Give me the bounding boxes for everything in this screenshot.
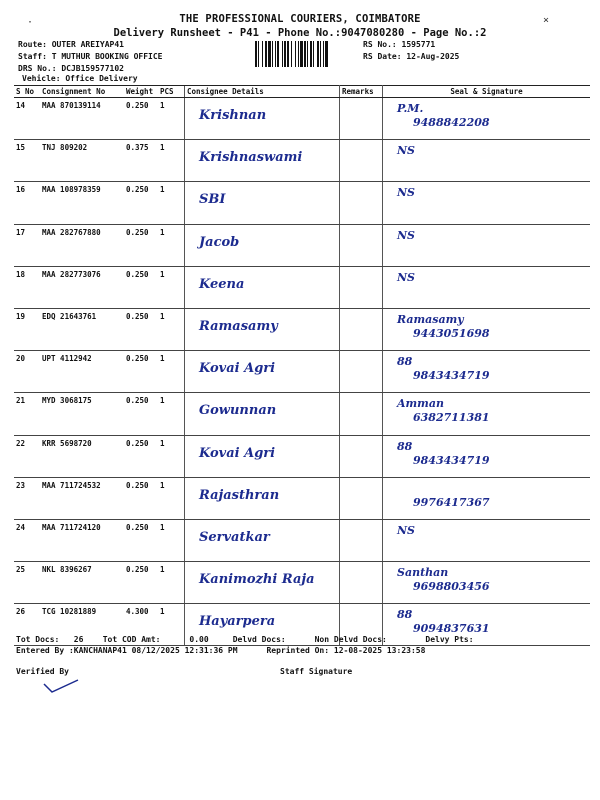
consignee-handwritten-name: Keena (199, 276, 245, 292)
row-sno: 19 (14, 308, 40, 350)
row-sno: 25 (14, 562, 40, 604)
table-row (14, 98, 590, 140)
row-pcs: 1 (158, 224, 185, 266)
row-sno: 20 (14, 351, 40, 393)
consignee-handwritten-name: Kovai Agri (199, 445, 276, 461)
row-pcs: 1 (158, 308, 185, 350)
row-remarks (340, 182, 383, 224)
receiver-phone: 9843434719 (413, 369, 490, 383)
receiver-phone: 9698803456 (413, 580, 490, 594)
route-label: Route: OUTER AREIYAP41 (18, 40, 124, 49)
consignee-handwritten-name: Kovai Agri (199, 361, 276, 377)
row-consignee-details (185, 182, 340, 224)
table-row (14, 308, 590, 350)
row-pcs: 1 (158, 604, 185, 646)
row-pcs: 1 (158, 351, 185, 393)
receiver-signature: NS (397, 270, 415, 284)
consignee-handwritten-name: Rajasthran (199, 487, 280, 503)
row-consignment-no: MAA 282773076 (40, 266, 124, 308)
row-consignment-no: UPT 4112942 (40, 351, 124, 393)
receiver-signature: Ramasamy (397, 312, 464, 326)
col-consignment: Consignment No (40, 86, 124, 98)
row-consignee-details (185, 266, 340, 308)
drs-label: DRS No.: DCJB159577102 (18, 64, 124, 73)
document-title: THE PROFESSIONAL COURIERS, COIMBATORE (179, 13, 421, 25)
totals-line: Tot Docs: 26 Tot COD Amt: 0.00 Delvd Docs: Non Delvd Docs: Delvy Pts: (16, 635, 474, 644)
row-remarks (340, 351, 383, 393)
receiver-phone: 9094837631 (413, 622, 490, 636)
row-weight: 0.250 (124, 266, 158, 308)
table-row (14, 351, 590, 393)
table-row (14, 140, 590, 182)
row-pcs: 1 (158, 562, 185, 604)
runsheet-table (14, 85, 590, 646)
verified-by-label: Verified By (16, 667, 69, 676)
row-pcs: 1 (158, 182, 185, 224)
receiver-signature: Amman (397, 397, 444, 411)
row-consignment-no: MAA 711724532 (40, 477, 124, 519)
row-seal-signature (383, 308, 591, 350)
barcode (255, 41, 355, 67)
row-consignee-details (185, 477, 340, 519)
row-consignee-details (185, 351, 340, 393)
consignee-handwritten-name: Jacob (199, 234, 240, 250)
corner-mark: × (543, 15, 550, 26)
consignee-handwritten-name: Kanimozhi Raja (199, 572, 315, 588)
receiver-signature: 88 (397, 355, 413, 369)
table-row (14, 224, 590, 266)
row-consignment-no: MAA 711724120 (40, 519, 124, 561)
row-weight: 0.375 (124, 140, 158, 182)
receiver-signature: 88 (397, 439, 413, 453)
row-sno: 17 (14, 224, 40, 266)
col-pcs: PCS (158, 86, 185, 98)
row-remarks (340, 393, 383, 435)
row-consignee-details (185, 224, 340, 266)
vehicle-label: Vehicle: Office Delivery (22, 74, 138, 83)
row-seal-signature (383, 266, 591, 308)
row-consignment-no: NKL 8396267 (40, 562, 124, 604)
consignee-handwritten-name: Krishnan (199, 108, 267, 123)
col-weight: Weight (124, 86, 158, 98)
row-pcs: 1 (158, 435, 185, 477)
receiver-phone: 6382711381 (413, 411, 490, 425)
row-consignee-details (185, 519, 340, 561)
row-consignment-no: TNJ 809202 (40, 140, 124, 182)
table-row (14, 182, 590, 224)
row-sno: 14 (14, 98, 40, 140)
row-consignment-no: MAA 282767880 (40, 224, 124, 266)
table-row (14, 477, 590, 519)
row-seal-signature (383, 562, 591, 604)
row-weight: 0.250 (124, 477, 158, 519)
receiver-signature: P.M. (397, 102, 424, 115)
col-seal-signature: Seal & Signature (383, 86, 591, 98)
row-weight: 4.300 (124, 604, 158, 646)
row-consignment-no: TCG 10281889 (40, 604, 124, 646)
row-consignee-details (185, 98, 340, 140)
row-consignment-no: MYD 3068175 (40, 393, 124, 435)
rs-date: RS Date: 12-Aug-2025 (363, 52, 460, 61)
row-remarks (340, 308, 383, 350)
row-consignment-no: KRR 5698720 (40, 435, 124, 477)
row-seal-signature (383, 98, 591, 140)
consignee-handwritten-name: Krishnaswami (199, 150, 303, 166)
row-pcs: 1 (158, 519, 185, 561)
row-weight: 0.250 (124, 308, 158, 350)
row-weight: 0.250 (124, 351, 158, 393)
row-remarks (340, 98, 383, 140)
row-weight: 0.250 (124, 393, 158, 435)
document-subtitle: Delivery Runsheet - P41 - Phone No.:9047080280 - Page No.:2 (113, 27, 487, 39)
row-weight: 0.250 (124, 98, 158, 140)
row-remarks (340, 224, 383, 266)
receiver-phone: 9976417367 (413, 495, 490, 509)
row-consignee-details (185, 393, 340, 435)
receiver-phone: 9443051698 (413, 326, 490, 340)
row-consignee-details (185, 308, 340, 350)
table-row (14, 562, 590, 604)
row-sno: 21 (14, 393, 40, 435)
table-header-row (14, 86, 590, 98)
row-sno: 26 (14, 604, 40, 646)
row-remarks (340, 435, 383, 477)
consignee-handwritten-name: Ramasamy (199, 318, 278, 334)
row-seal-signature (383, 519, 591, 561)
row-remarks (340, 266, 383, 308)
row-seal-signature (383, 351, 591, 393)
consignee-handwritten-name: SBI (199, 192, 226, 208)
row-remarks (340, 477, 383, 519)
entered-by-line: Entered By :KANCHANAP41 08/12/2025 12:31:36 PM Reprinted On: 12-08-2025 13:23:58 (16, 646, 426, 655)
receiver-phone: 9843434719 (413, 453, 490, 467)
row-consignment-no: EDQ 21643761 (40, 308, 124, 350)
table-row (14, 266, 590, 308)
row-consignment-no: MAA 108978359 (40, 182, 124, 224)
receiver-signature: NS (397, 523, 415, 537)
row-consignee-details (185, 140, 340, 182)
receiver-signature: Santhan (397, 566, 449, 580)
barcode-bar (328, 41, 329, 67)
row-seal-signature (383, 140, 591, 182)
row-sno: 16 (14, 182, 40, 224)
receiver-phone: 9488842208 (413, 116, 490, 129)
col-remarks: Remarks (340, 86, 383, 98)
row-remarks (340, 140, 383, 182)
consignee-handwritten-name: Gowunnan (199, 403, 277, 419)
row-seal-signature (383, 393, 591, 435)
table-row (14, 435, 590, 477)
staff-label: Staff: T MUTHUR BOOKING OFFICE (18, 52, 163, 61)
row-weight: 0.250 (124, 562, 158, 604)
col-consignee: Consignee Details (185, 86, 340, 98)
row-sno: 22 (14, 435, 40, 477)
row-sno: 23 (14, 477, 40, 519)
receiver-signature: NS (397, 144, 415, 158)
row-pcs: 1 (158, 140, 185, 182)
table-row (14, 519, 590, 561)
col-sno: S No (14, 86, 40, 98)
consignee-handwritten-name: Servatkar (199, 529, 270, 545)
row-pcs: 1 (158, 393, 185, 435)
row-pcs: 1 (158, 98, 185, 140)
row-seal-signature (383, 435, 591, 477)
table-row (14, 393, 590, 435)
row-seal-signature (383, 224, 591, 266)
verifier-signature-mark (42, 676, 82, 696)
staff-signature-label: Staff Signature (280, 667, 353, 676)
receiver-signature: 88 (397, 608, 413, 622)
row-remarks (340, 519, 383, 561)
receiver-signature: NS (397, 186, 415, 200)
row-sno: 24 (14, 519, 40, 561)
corner-mark: · (27, 17, 34, 28)
row-weight: 0.250 (124, 182, 158, 224)
row-seal-signature (383, 182, 591, 224)
row-consignee-details (185, 435, 340, 477)
row-weight: 0.250 (124, 519, 158, 561)
row-sno: 15 (14, 140, 40, 182)
row-pcs: 1 (158, 477, 185, 519)
row-pcs: 1 (158, 266, 185, 308)
row-weight: 0.250 (124, 224, 158, 266)
consignee-handwritten-name: Hayarpera (199, 614, 276, 630)
row-consignment-no: MAA 870139114 (40, 98, 124, 140)
rs-number: RS No.: 1595771 (363, 40, 436, 49)
row-remarks (340, 562, 383, 604)
row-consignee-details (185, 562, 340, 604)
receiver-signature: NS (397, 228, 415, 242)
row-weight: 0.250 (124, 435, 158, 477)
row-sno: 18 (14, 266, 40, 308)
row-seal-signature (383, 477, 591, 519)
